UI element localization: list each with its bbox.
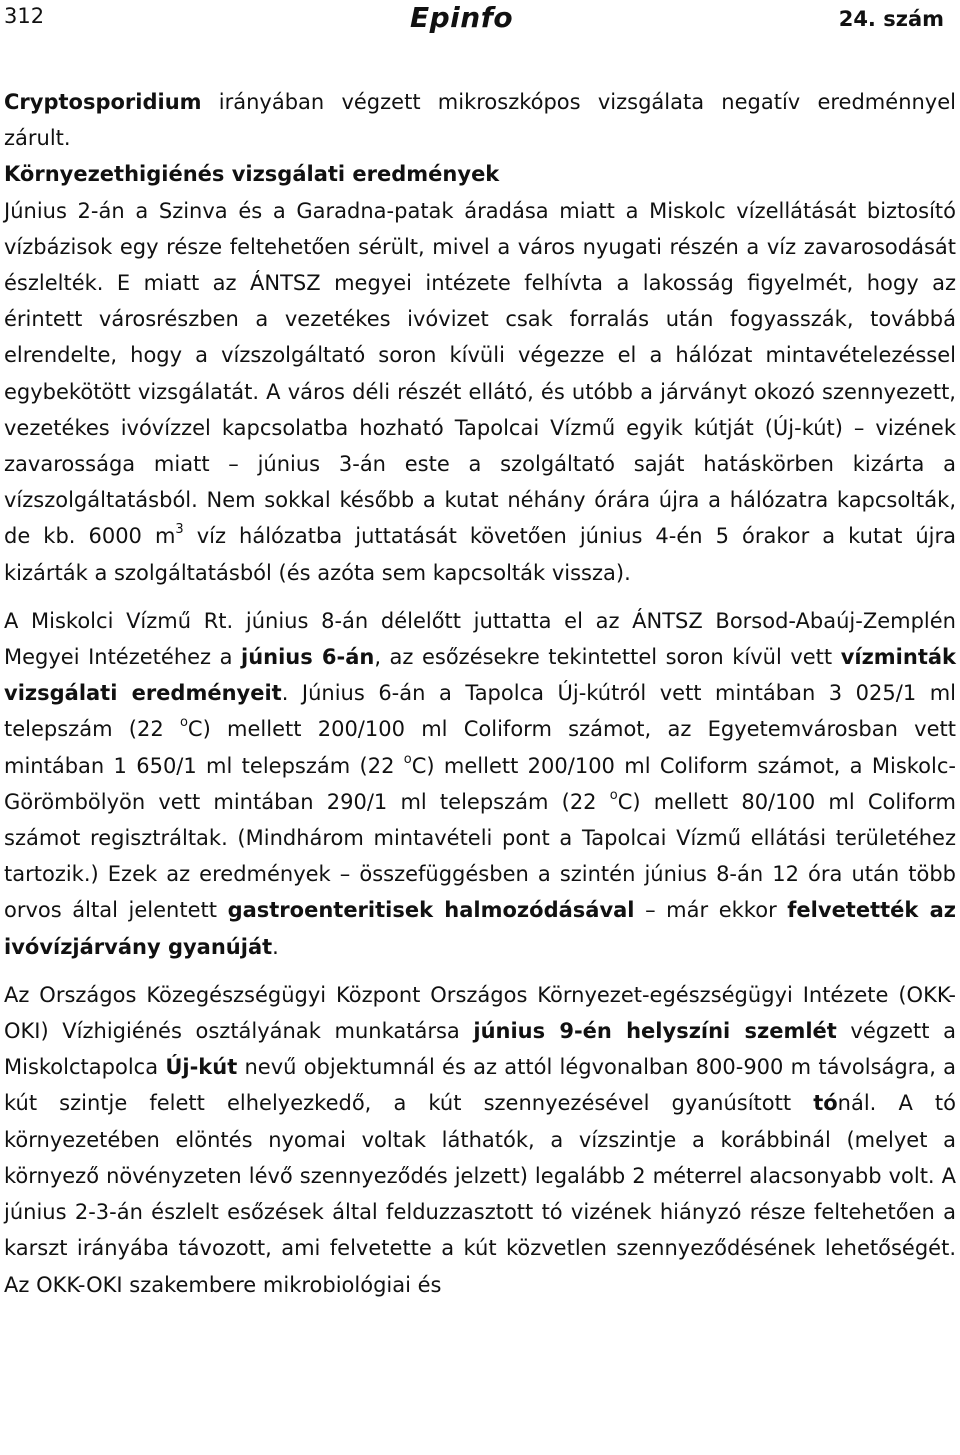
text-run: nál. A tó környezetében elöntés nyomai voltak láthatók, a vízszintje a korábbinál (melyet a környező növényzeten lévő szennyeződés jelzett) legalább 2 méterrel alacsonyabb volt. A június 2-3-án észlelt esőzések által felduzzasztott tó vizének hiányzó része feltehetően a karszt irányába távozott, ami felvetette a kút közvetlen szennyeződésének lehetőségét. Az OKK-OKI szakembere mikrobiológiai és <box>4 1091 956 1297</box>
text-run: . Június 6-án a Tapolca Új-kútról vett mintában 3 025/1 ml telepszám (22 <box>4 681 956 742</box>
superscript: o <box>609 787 618 803</box>
text-run: C) mellett 200/100 ml Coliform számot, az Egyetemvárosban vett mintában 1 650/1 ml telepszám (22 <box>4 717 956 778</box>
text-run: irányában végzett mikroszkópos vizsgálata negatív eredménnyel zárult. <box>4 90 956 151</box>
bold-text: tó <box>813 1091 838 1116</box>
text-run: Június 2-án a Szinva és a Garadna-patak áradása miatt a Miskolc vízellátását biztosító vízbázisok egy része feltehetően sérült, mivel a város nyugati részén a víz zavarosodását észlelték. E miatt az ÁNTSZ megyei intézete felhívta a lakosság figyelmét, hogy az érintett városrészben a vezetékes ivóvizet csak forralás után fogyasszák, továbbá elrendelte, hogy a vízszolgáltató soron kívüli végezze el a hálózat mintavételezéssel egybekötött vizsgálatát. A város déli részét ellátó, és utóbb a járványt okozó szennyezett, vezetékes ivóvízzel kapcsolatba hozható Tapolcai Vízmű egyik kútját (Új-kút) – vizének zavarossága miatt – június 3-án este a szolgáltató saját hatáskörben kizárta a vízszolgáltatásból. Nem sokkal később a kutat néhány órára újra a hálózatra kapcsolták, de kb. 6000 m <box>4 198 956 549</box>
text-run: C) mellett 80/100 ml Coliform számot regisztráltak. (Mindhárom mintavételi pont a Tapolcai Vízmű ellátási területéhez tartozik.) Ezek az eredmények – összefüggésben a szintén június 8-án 12 óra után több orvos által jelentett <box>4 789 956 923</box>
bold-text: vízminták vizsgálati eredményeit <box>4 645 957 706</box>
bold-text: felvetették az ivóvízjárvány gyanúját <box>4 898 956 959</box>
text-run: Az Országos Közegészségügyi Központ Országos Környezet-egészségügyi Intézete (OKK-OKI) Vízhigiénés osztályának munkatársa <box>4 982 956 1044</box>
text-run: . <box>272 934 279 959</box>
bold-text: Új-kút <box>165 1055 238 1080</box>
text-run: C) mellett 200/100 ml Coliform számot, a Miskolc-Görömbölyön vett mintában 290/1 ml telepszám (22 <box>4 753 956 814</box>
journal-logo: Epinfo <box>410 1 514 34</box>
issue-number: 24. szám <box>838 7 944 31</box>
paragraph-site-inspection <box>4 977 956 1303</box>
paragraph-flood <box>4 193 956 591</box>
paragraph-intro <box>4 84 956 156</box>
text-run: végzett a Miskolctapolca <box>4 1019 956 1080</box>
superscript: 3 <box>175 522 184 538</box>
bold-term: Cryptosporidium <box>4 90 202 114</box>
superscript: o <box>403 751 412 767</box>
superscript: o <box>179 715 188 731</box>
section-heading: Környezethigiénés vizsgálati eredmények <box>4 162 500 187</box>
text-run: víz hálózatba juttatását követően június 4-én 5 órakor a kutat újra kizárták a szolgáltatásból (és azóta sem kapcsolták vissza). <box>4 524 957 585</box>
bold-text: gastroenteritisek halmozódásával <box>227 898 635 923</box>
text-run: – már ekkor <box>634 898 788 923</box>
page-header <box>0 0 960 40</box>
text-run: nevű objektumnál és az attól légvonalban 800-900 m távolságra, a kút szintje felett elhelyezkedő, a kút szennyezésével gyanúsított <box>4 1055 956 1116</box>
text-run: A Miskolci Vízmű Rt. június 8-án délelőtt juttatta el az ÁNTSZ Borsod-Abaúj-Zemplén Megyei Intézetéhez a <box>4 608 956 670</box>
article-body <box>4 84 956 1303</box>
paragraph-water-samples <box>4 603 956 965</box>
page-number: 312 <box>4 4 45 28</box>
bold-text: június 9-én helyszíni szemlét <box>473 1019 837 1044</box>
bold-text: június 6-án <box>241 645 375 670</box>
text-run: , az esőzésekre tekintettel soron kívül vett <box>374 645 841 670</box>
